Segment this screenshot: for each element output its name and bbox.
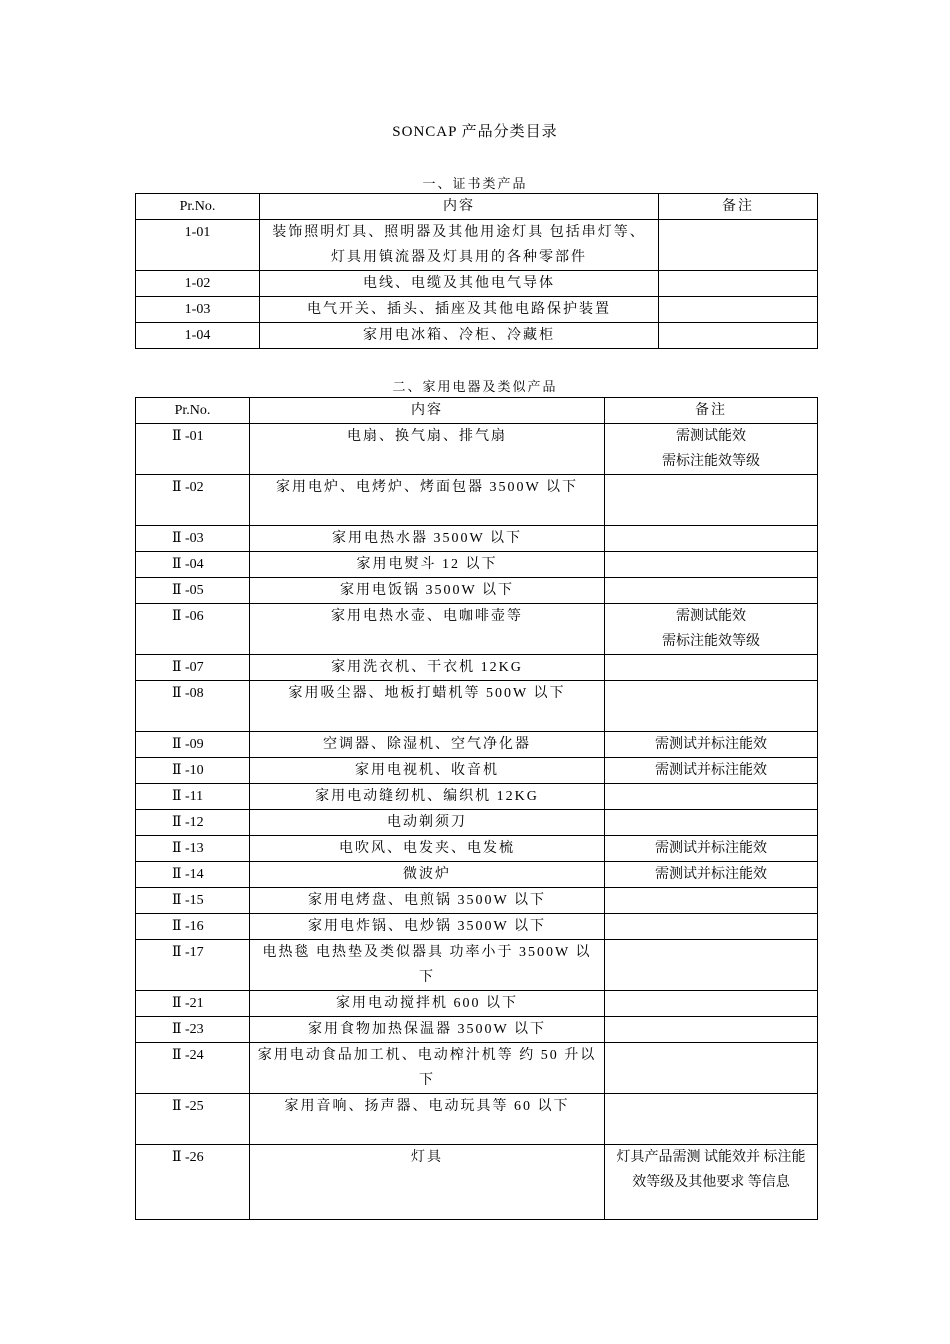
cell-note xyxy=(605,914,818,940)
cell-note xyxy=(605,784,818,810)
cell-no: Ⅱ -09 xyxy=(136,732,250,758)
table-row xyxy=(136,681,818,732)
table-row xyxy=(136,220,818,271)
cell-content: 家用电动搅拌机 600 以下 xyxy=(250,991,605,1017)
header-prno: Pr.No. xyxy=(136,194,260,220)
cell-no: Ⅱ -10 xyxy=(136,758,250,784)
cell-note xyxy=(605,1094,818,1145)
cell-content: 电线、电缆及其他电气导体 xyxy=(260,271,659,297)
cell-no: 1-03 xyxy=(136,297,260,323)
table-row xyxy=(136,475,818,526)
cell-note xyxy=(605,810,818,836)
cell-note xyxy=(605,991,818,1017)
table-body xyxy=(136,424,818,1220)
cell-note xyxy=(605,552,818,578)
cell-no: Ⅱ -13 xyxy=(136,836,250,862)
cell-no: Ⅱ -16 xyxy=(136,914,250,940)
table-row xyxy=(136,991,818,1017)
table-row xyxy=(136,323,818,349)
cell-content: 家用电冰箱、冷柜、冷藏柜 xyxy=(260,323,659,349)
cell-note xyxy=(605,526,818,552)
section-1-caption: 一、证书类产品 xyxy=(422,176,528,191)
cell-no: Ⅱ -23 xyxy=(136,1017,250,1043)
table-header-row xyxy=(136,398,818,424)
cell-content: 家用电饭锅 3500W 以下 xyxy=(250,578,605,604)
cell-content: 微波炉 xyxy=(250,862,605,888)
cell-content: 家用吸尘器、地板打蜡机等 500W 以下 xyxy=(250,681,605,732)
cell-note xyxy=(605,888,818,914)
table-row xyxy=(136,810,818,836)
table-row xyxy=(136,424,818,475)
table-row xyxy=(136,655,818,681)
cell-no: Ⅱ -01 xyxy=(136,424,250,475)
cell-note: 需测试能效 需标注能效等级 xyxy=(605,604,818,655)
table-row xyxy=(136,604,818,655)
section-2-caption: 二、家用电器及类似产品 xyxy=(392,379,558,394)
cell-content: 家用电炉、电烤炉、烤面包器 3500W 以下 xyxy=(250,475,605,526)
cell-note xyxy=(659,297,818,323)
cell-no: Ⅱ -24 xyxy=(136,1043,250,1094)
cell-content: 电热毯 电热垫及类似器具 功率小于 3500W 以下 xyxy=(250,940,605,991)
cell-note xyxy=(659,271,818,297)
cell-no: Ⅱ -02 xyxy=(136,475,250,526)
header-note: 备注 xyxy=(659,194,818,220)
cell-note: 需测试并标注能效 xyxy=(605,758,818,784)
header-content: 内容 xyxy=(260,194,659,220)
cell-content: 电吹风、电发夹、电发梳 xyxy=(250,836,605,862)
cell-content: 家用电热水壶、电咖啡壶等 xyxy=(250,604,605,655)
table-row xyxy=(136,578,818,604)
cell-no: Ⅱ -07 xyxy=(136,655,250,681)
table-row xyxy=(136,784,818,810)
cell-note xyxy=(605,1017,818,1043)
cell-note xyxy=(605,681,818,732)
table-row xyxy=(136,552,818,578)
cell-content: 灯具 xyxy=(250,1145,605,1220)
cell-content: 家用电熨斗 12 以下 xyxy=(250,552,605,578)
table-row xyxy=(136,836,818,862)
header-content: 内容 xyxy=(250,398,605,424)
cell-note xyxy=(659,220,818,271)
cell-note: 需测试能效 需标注能效等级 xyxy=(605,424,818,475)
cell-content: 家用食物加热保温器 3500W 以下 xyxy=(250,1017,605,1043)
table-row xyxy=(136,1017,818,1043)
cell-content: 装饰照明灯具、照明器及其他用途灯具 包括串灯等、灯具用镇流器及灯具用的各种零部件 xyxy=(260,220,659,271)
cell-content: 电气开关、插头、插座及其他电路保护装置 xyxy=(260,297,659,323)
table-row xyxy=(136,940,818,991)
cell-content: 家用电动食品加工机、电动榨汁机等 约 50 升以下 xyxy=(250,1043,605,1094)
cell-note xyxy=(605,940,818,991)
cell-no: Ⅱ -14 xyxy=(136,862,250,888)
cell-note: 灯具产品需测 试能效并 标注能 效等级及其他要求 等信息 xyxy=(605,1145,818,1220)
cell-note: 需测试并标注能效 xyxy=(605,836,818,862)
table-row xyxy=(136,1094,818,1145)
cell-note xyxy=(605,1043,818,1094)
cell-content: 空调器、除湿机、空气净化器 xyxy=(250,732,605,758)
table-certificate-products xyxy=(135,193,818,349)
cell-no: Ⅱ -05 xyxy=(136,578,250,604)
table-row xyxy=(136,1145,818,1220)
cell-content: 家用电烤盘、电煎锅 3500W 以下 xyxy=(250,888,605,914)
cell-no: 1-01 xyxy=(136,220,260,271)
cell-no: Ⅱ -12 xyxy=(136,810,250,836)
cell-no: Ⅱ -21 xyxy=(136,991,250,1017)
cell-content: 家用洗衣机、干衣机 12KG xyxy=(250,655,605,681)
page-title: SONCAP 产品分类目录 xyxy=(392,124,558,140)
cell-no: Ⅱ -04 xyxy=(136,552,250,578)
table-row xyxy=(136,862,818,888)
table-header-row xyxy=(136,194,818,220)
table-row xyxy=(136,297,818,323)
table-row xyxy=(136,888,818,914)
cell-note xyxy=(605,578,818,604)
table-row xyxy=(136,271,818,297)
cell-content: 家用电热水器 3500W 以下 xyxy=(250,526,605,552)
table-row xyxy=(136,914,818,940)
cell-no: Ⅱ -25 xyxy=(136,1094,250,1145)
cell-note: 需测试并标注能效 xyxy=(605,732,818,758)
cell-no: Ⅱ -03 xyxy=(136,526,250,552)
cell-content: 家用电炸锅、电炒锅 3500W 以下 xyxy=(250,914,605,940)
cell-no: Ⅱ -06 xyxy=(136,604,250,655)
cell-content: 家用音响、扬声器、电动玩具等 60 以下 xyxy=(250,1094,605,1145)
table-row xyxy=(136,1043,818,1094)
cell-no: Ⅱ -17 xyxy=(136,940,250,991)
table-row xyxy=(136,758,818,784)
cell-content: 电扇、换气扇、排气扇 xyxy=(250,424,605,475)
header-prno: Pr.No. xyxy=(136,398,250,424)
cell-content: 家用电视机、收音机 xyxy=(250,758,605,784)
cell-note xyxy=(659,323,818,349)
cell-note: 需测试并标注能效 xyxy=(605,862,818,888)
table-row xyxy=(136,526,818,552)
cell-no: Ⅱ -26 xyxy=(136,1145,250,1220)
cell-no: Ⅱ -08 xyxy=(136,681,250,732)
cell-note xyxy=(605,475,818,526)
cell-no: 1-04 xyxy=(136,323,260,349)
cell-no: Ⅱ -11 xyxy=(136,784,250,810)
header-note: 备注 xyxy=(605,398,818,424)
cell-content: 家用电动缝纫机、编织机 12KG xyxy=(250,784,605,810)
cell-note xyxy=(605,655,818,681)
table-household-appliances xyxy=(135,397,818,1220)
table-row xyxy=(136,732,818,758)
cell-no: 1-02 xyxy=(136,271,260,297)
cell-no: Ⅱ -15 xyxy=(136,888,250,914)
cell-content: 电动剃须刀 xyxy=(250,810,605,836)
